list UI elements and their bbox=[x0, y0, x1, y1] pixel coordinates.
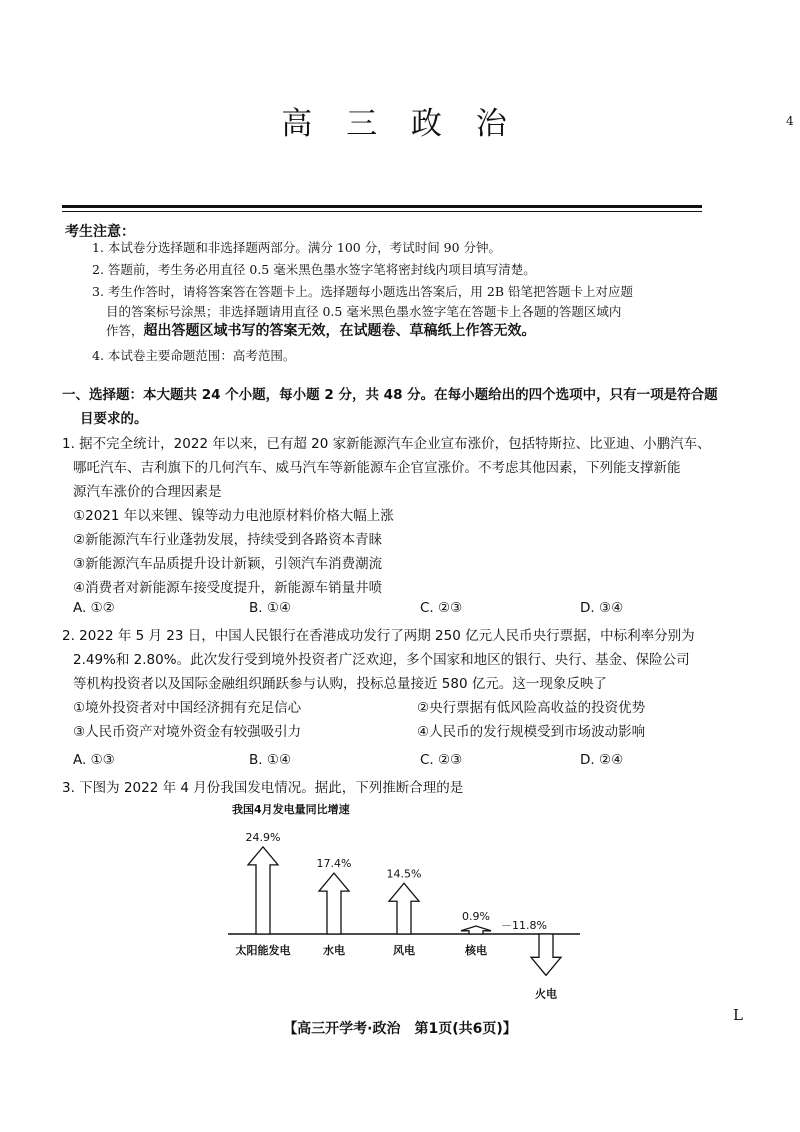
category-label-nuclear: 核电 bbox=[465, 944, 487, 957]
q1-statement-4: ④消费者对新能源车接受度提升，新能源车销量井喷 bbox=[73, 580, 383, 596]
section-heading-line2: 目要求的。 bbox=[80, 411, 148, 427]
value-label-nuclear: 0.9% bbox=[462, 910, 490, 923]
category-label-wind: 风电 bbox=[393, 944, 415, 957]
q2-stem-line2: 2.49%和 2.80%。此次发行受到境外投资者广泛欢迎，多个国家和地区的银行、央行、基金、保险公司 bbox=[73, 652, 690, 668]
q2-option-c: C. ②③ bbox=[420, 752, 463, 768]
q2-statement-4: ④人民币的发行规模受到市场波动影响 bbox=[417, 724, 646, 740]
notice-item-3-prefix: 作答， bbox=[106, 323, 144, 338]
value-label-wind: 14.5% bbox=[386, 867, 422, 881]
value-label-hydro: 17.4% bbox=[316, 857, 352, 871]
corner-letter: L bbox=[733, 1006, 743, 1024]
arrow-thermal bbox=[531, 934, 561, 975]
category-label-solar: 太阳能发电 bbox=[235, 944, 291, 957]
notice-item-3: 3. 考生作答时，请将答案答在答题卡上。选择题每小题选出答案后，用 2B 铅笔把答题卡上对应题 bbox=[92, 284, 633, 299]
corner-number: 4 bbox=[786, 114, 794, 128]
value-label-solar: 24.9% bbox=[245, 830, 281, 844]
notice-item-4: 4. 本试卷主要命题范围：高考范围。 bbox=[92, 348, 296, 363]
arrow-hydro bbox=[319, 873, 349, 934]
page-title: 高 三 政 治 bbox=[281, 106, 519, 142]
q2-stem-line1: 2. 2022 年 5 月 23 日，中国人民银行在香港成功发行了两期 250 亿元人民币央行票据，中标利率分别为 bbox=[62, 628, 695, 644]
q1-option-a: A. ①② bbox=[73, 600, 115, 616]
section-heading-line1: 一、选择题：本大题共 24 个小题，每小题 2 分，共 48 分。在每小题给出的四个选项中，只有一项是符合题 bbox=[62, 387, 718, 403]
value-label-thermal: －11.8% bbox=[501, 919, 547, 932]
notice-item-2: 2. 答题前，考生务必用直径 0.5 毫米黑色墨水签字笔将密封线内项目填写清楚。 bbox=[92, 262, 536, 277]
notice-item-1: 1. 本试卷分选择题和非选择题两部分。满分 100 分，考试时间 90 分钟。 bbox=[92, 240, 502, 255]
q1-statement-1: ①2021 年以来锂、镍等动力电池原材料价格大幅上涨 bbox=[73, 508, 394, 524]
arrow-nuclear bbox=[461, 926, 491, 934]
question-3-stem: 3. 下图为 2022 年 4 月份我国发电情况。据此，下列推断合理的是 bbox=[62, 780, 464, 796]
notice-emphasis: 超出答题区域书写的答案无效，在试题卷、草稿纸上作答无效。 bbox=[143, 323, 536, 339]
arrow-wind bbox=[389, 883, 419, 934]
q1-option-c: C. ②③ bbox=[420, 600, 463, 616]
q1-option-d: D. ③④ bbox=[580, 600, 624, 616]
page-footer: 【高三开学考·政治 第1页(共6页)】 bbox=[283, 1021, 517, 1037]
q2-statement-1: ①境外投资者对中国经济拥有充足信心 bbox=[73, 700, 302, 716]
chart-title: 我国4月发电量同比增速 bbox=[232, 803, 350, 816]
notice-heading: 考生注意： bbox=[65, 224, 135, 240]
q1-stem-line2: 哪吒汽车、吉利旗下的几何汽车、威马汽车等新能源车企官宣涨价。不考虑其他因素，下列能支撑新能 bbox=[73, 460, 681, 476]
notice-item-3-cont: 目的答案标号涂黑；非选择题请用直径 0.5 毫米黑色墨水签字笔在答题卡上各题的答题区域内 bbox=[106, 304, 622, 319]
q2-option-a: A. ①③ bbox=[73, 752, 115, 768]
arrow-solar bbox=[248, 847, 278, 934]
q2-option-d: D. ②④ bbox=[580, 752, 624, 768]
q2-stem-line3: 等机构投资者以及国际金融组织踊跃参与认购，投标总量接近 580 亿元。这一现象反映了 bbox=[73, 676, 607, 692]
category-label-thermal: 火电 bbox=[535, 987, 557, 1001]
q1-stem-line1: 1. 据不完全统计，2022 年以来，已有超 20 家新能源汽车企业宣布涨价，包括特斯拉、比亚迪、小鹏汽车、 bbox=[62, 436, 711, 452]
q1-stem-line3: 源汽车涨价的合理因素是 bbox=[73, 484, 222, 500]
q2-statement-2: ②央行票据有低风险高收益的投资优势 bbox=[417, 700, 646, 716]
q1-statement-2: ②新能源汽车行业蓬勃发展，持续受到各路资本青睐 bbox=[73, 532, 383, 548]
q1-option-b: B. ①④ bbox=[249, 600, 292, 616]
q2-option-b: B. ①④ bbox=[249, 752, 292, 768]
q1-statement-3: ③新能源汽车品质提升设计新颖，引领汽车消费潮流 bbox=[73, 556, 383, 572]
q2-statement-3: ③人民币资产对境外资金有较强吸引力 bbox=[73, 724, 302, 740]
category-label-hydro: 水电 bbox=[323, 944, 345, 957]
